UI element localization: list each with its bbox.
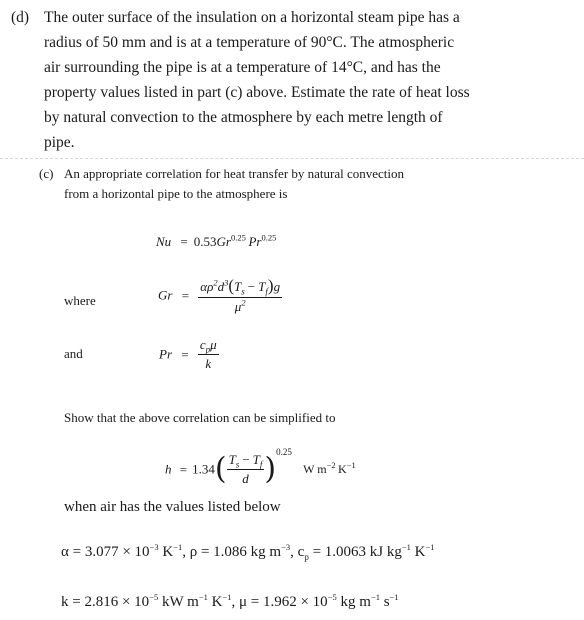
h-denominator: d — [242, 471, 249, 486]
part-d-line-1: The outer surface of the insulation on a horizontal steam pipe has a — [44, 9, 460, 26]
part-d-line-4: property values listed in part (c) above. Estimate the rate of heat loss — [44, 84, 470, 101]
and-label: and — [64, 346, 83, 361]
nu-symbol: Nu — [156, 234, 172, 249]
h-coefficient: 1.34 — [192, 461, 215, 477]
h-fraction — [227, 452, 265, 487]
equation-prandtl — [159, 337, 219, 372]
part-d-label: (d) — [11, 9, 30, 26]
equation-nusselt — [156, 234, 276, 250]
equals-sign: = — [179, 461, 188, 477]
grashof-fraction — [198, 276, 282, 315]
right-paren: ) — [264, 451, 277, 487]
h-symbol: h — [165, 461, 172, 477]
gr-lhs: Gr — [158, 287, 173, 303]
part-d-line-6: pipe. — [44, 134, 75, 151]
h-units: W $m^{-2}$ $K^{-1}$ — [303, 460, 356, 476]
gr-symbol: Gr — [216, 234, 231, 249]
grashof-numerator: $\alpha\rho^2d^3(T_s - T_f)g$ — [200, 276, 281, 297]
air-values-line-1: $\alpha = 3.077 \times 10^{-3}$ $K^{-1}$, ρ = 1.086 kg $m^{-3}$, $c_p = 1.0063$ kJ $kg^{-1}$ $K^{-1}$ — [61, 542, 435, 562]
part-d-line-3: air surrounding the pipe is at a temperature of 14°C, and has the — [44, 59, 441, 76]
grashof-denominator: $\mu^2$ — [234, 297, 246, 314]
prandtl-fraction — [198, 337, 219, 372]
air-values-line-2: $k = 2.816 \times 10^{-5}$ kW $m^{-1}$ $K^{-1}$, $\mu = 1.962 \times 10^{-5}$ kg $m^{-1}$ $s^{-1}$ — [61, 592, 399, 610]
equals-sign: = — [181, 346, 189, 362]
h-numerator: $T_s - T_f$ — [228, 452, 263, 470]
part-c-intro-line-2: from a horizontal pipe to the atmosphere is — [64, 186, 288, 201]
equals-sign: = — [181, 287, 190, 303]
pr-exponent: 0.25 — [261, 232, 277, 243]
where-label: where — [64, 293, 96, 308]
coefficient: 0.53 — [193, 234, 217, 249]
part-d-line-5: by natural convection to the atmosphere by each metre length of — [44, 109, 443, 126]
equation-grashof — [158, 276, 282, 315]
equation-simplified-h — [165, 447, 356, 487]
left-paren: ( — [214, 451, 227, 487]
prandtl-denominator: k — [205, 356, 212, 371]
equals-sign: = — [180, 234, 188, 249]
pr-symbol: Pr — [248, 234, 262, 249]
show-instruction: Show that the above correlation can be simplified to — [64, 410, 336, 425]
part-d-line-2: radius of 50 mm and is at a temperature of 90°C. The atmospheric — [44, 34, 455, 51]
pr-lhs: Pr — [159, 346, 172, 362]
h-exponent: 0.25 — [276, 447, 292, 458]
when-text: when air has the values listed below — [64, 499, 281, 515]
part-c-label: (c) — [39, 166, 54, 181]
section-divider — [0, 158, 584, 160]
gr-exponent: 0.25 — [230, 232, 246, 243]
prandtl-numerator: $c_p\mu$ — [199, 337, 217, 355]
part-c-intro-line-1: An appropriate correlation for heat transfer by natural convection — [64, 166, 405, 181]
